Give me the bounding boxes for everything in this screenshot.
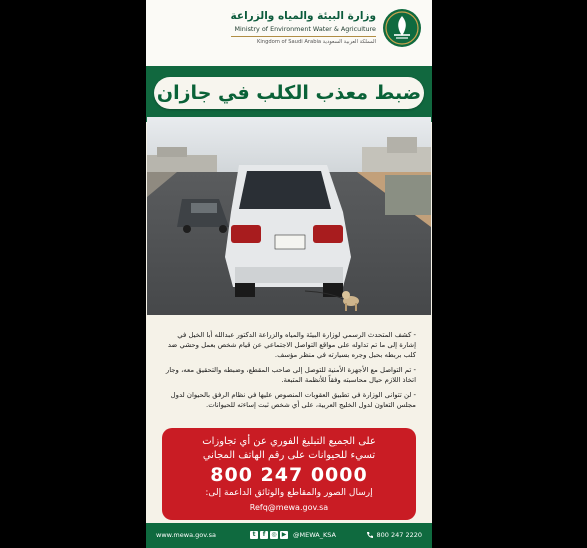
youtube-icon[interactable]: ▶ (281, 531, 287, 538)
phone-icon (366, 531, 374, 539)
kingdom-label: Kingdom of Saudi Arabia المملكة العربية السعودية (256, 39, 376, 45)
facebook-icon[interactable]: f (260, 531, 268, 539)
footer-phone-number[interactable]: 800 247 2220 (376, 531, 422, 539)
ministry-name (231, 10, 376, 45)
poster (146, 0, 432, 548)
title-banner (146, 66, 432, 122)
title-pill (154, 77, 424, 109)
news-photo (147, 117, 431, 315)
page-title: ضبط معذب الكلب في جازان (156, 82, 422, 104)
website-link[interactable]: www.mewa.gov.sa (156, 531, 216, 539)
footer (146, 523, 432, 548)
callout-line-1: على الجميع التبليغ الفوري عن أي تجاوزات (202, 436, 376, 447)
hotline-number[interactable]: 800 247 0000 (210, 464, 368, 486)
article-paragraph: - كشف المتحدث الرسمي لوزارة البيئة والمياه والزراعة الدكتور عبدالله أبا الخيل في إشارة إلى ما تم تداوله على مواقع التواصل الاجتماعي عن قيام شخص بعمل وحشي ضد كلب بربطه بحبل وجره بسيارته في منظر مؤسف. (167, 331, 416, 359)
report-callout (162, 428, 416, 520)
article-paragraph: - لن تتوانى الوزارة في تطبيق العقوبات المنصوص عليها في نظام الرفق بالحيوان لدول مجلس التعاون لدول الخليج العربية، على أي شخص ثبت إساءته للحيوانات. (170, 391, 416, 409)
twitter-icon[interactable]: t (250, 531, 258, 539)
article-body (160, 330, 416, 415)
social-handle[interactable]: @MEWA_KSA (293, 531, 336, 539)
social-links (250, 529, 336, 541)
article-paragraph: - تم التواصل مع الأجهزة الأمنية للتوصل إلى صاحب المقطع، وضبطه والتحقيق معه، وجار اتخاذ اللازم حيال محاسبته وفقاً للأنظمة المتبعة. (165, 366, 416, 384)
callout-line-3: إرسال الصور والمقاطع والوثائق الداعمة إلى: (205, 488, 373, 498)
report-email[interactable]: Refq@mewa.gov.sa (249, 503, 329, 512)
header (146, 0, 432, 66)
footer-phone (366, 529, 423, 541)
ministry-logo (382, 8, 422, 48)
org-name-arabic: وزارة البيئة والمياه والزراعة (230, 10, 376, 22)
instagram-icon[interactable]: ◎ (271, 531, 277, 538)
org-name-english: Ministry of Environment Water & Agriculture (234, 25, 376, 33)
callout-line-2: تسيء للحيوانات على رقم الهاتف المجاني (202, 450, 376, 461)
gold-divider (231, 36, 376, 37)
